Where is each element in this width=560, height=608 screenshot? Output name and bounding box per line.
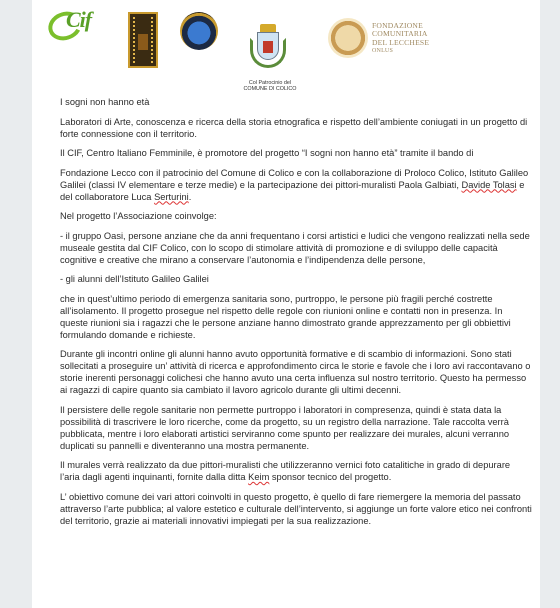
document-title: I sogni non hanno età (60, 97, 150, 107)
logo-header (32, 0, 540, 92)
fondazione-name: FONDAZIONE COMUNITARIA DEL LECCHESE ONLUS (372, 21, 430, 55)
cif-logo (48, 7, 108, 42)
paragraph-students: - gli alunni dell’Istituto Galileo Galilei (60, 274, 209, 284)
paragraph-online-meetings: Durante gli incontri online gli alunni hanno avuto opportunità formative e di scambio di informazioni. Sono stati sollecitati a proseguire un’ attività di ricerca e approfondimento circa le storie e favole che i loro avi raccontavano o storie inerenti personaggi colichesi che hanno avuto una certa influenza sul nostro territorio. Questo ha permesso ai ragazzi di capire quanto sia cambiato il lavoro agricolo durante gli ultimi decenni. (60, 349, 531, 395)
document-page (32, 0, 540, 608)
paragraph-mural: Il murales verrà realizzato da due pittori-muralisti che utilizzeranno vernici foto catalitiche in grado di depurare l’aria dagli agenti inquinanti, fornite dalla ditta Keim sponsor tecnico del progetto. (60, 460, 511, 482)
colico-coat-of-arms (248, 24, 288, 76)
cif-logo-text: Cif (66, 7, 92, 32)
name-serturini: Serturini (154, 191, 189, 202)
name-keim: Keim (248, 472, 270, 482)
shield-icon (257, 32, 279, 60)
paragraph-oasi-group: - il gruppo Oasi, persone anziane che da anni frequentano i corsi artistici e ludici che vengono realizzati nella sede museale gestita dal CIF Colico, con lo scopo di stimolare attività di promozione e di sviluppo delle capacità cognitive e creative che mirano a conservare l’autonomia e l’indipendenza delle persone, (60, 230, 530, 265)
paragraph-intro: Laboratori di Arte, conoscenza e ricerca della storia etnografica e rispetto dell’ambiente coniugati in un progetto di forte connessione con il territorio. (60, 116, 528, 139)
crown-icon (260, 24, 276, 32)
paragraph-emergency: che in quest’ultimo periodo di emergenza sanitaria sono, purtroppo, le persone più fragili perché costrette all’isolamento. Il progetto prosegue nel rispetto delle regole con riunioni online e contatti non in presenza. In queste riunioni sia i ragazzi che le persone anziane hanno dimostrato grande apprezzamento per gli obbiettivi formulando domande e richieste. (60, 293, 511, 340)
paragraph-involves: Nel progetto l’Associazione coinvolge: (60, 211, 217, 221)
paragraph-health-rules: Il persistere delle regole sanitarie non permette purtroppo i laboratori in compresenza, quindi è stata data la possibilità di trascrivere le loro ricerche, come da progetto, su un registro della narrazione. Tale raccolta verrà pubblicata, mentre i loro elaborati artistici serviranno come spunto per realizzare dei murales, alcuni verranno duplicati su pannelli e diventeranno una mostra permanente. (60, 404, 510, 451)
paragraph-promoter: Il CIF, Centro Italiano Femminile, è promotore del progetto “I sogni non hanno età” tramite il bando di (60, 148, 474, 158)
paragraph-partners: Fondazione Lecco con il patrocinio del Comune di Colico e con la collaborazione di Proloco Colico, Istituto Galileo Galilei (classi IV elementare e terze medie) e la partecipazione dei pittori-muralisti Paola Galbiati, Davide Tolasi e del collaboratore Luca Serturini. (60, 167, 529, 202)
name-tolasi: Davide Tolasi (461, 179, 517, 190)
fondazione-logo (328, 18, 368, 58)
document-body (60, 96, 532, 527)
circular-emblem-logo (180, 12, 218, 50)
patrocinio-caption: Col Patrocinio del COMUNE DI COLICO (243, 80, 297, 92)
paragraph-objective: L’ obiettivo comune dei vari attori coinvolti in questo progetto, è quello di fare riemergere la memoria del passato attraverso l’arte pubblica; al valore estetico e culturale dell’intervento, si aggiunge un forte valore etico nei confronti del territorio, grazie ai materiali innovativi impiegati per la sua realizzazione. (60, 491, 532, 526)
oasi-logo (128, 12, 158, 68)
